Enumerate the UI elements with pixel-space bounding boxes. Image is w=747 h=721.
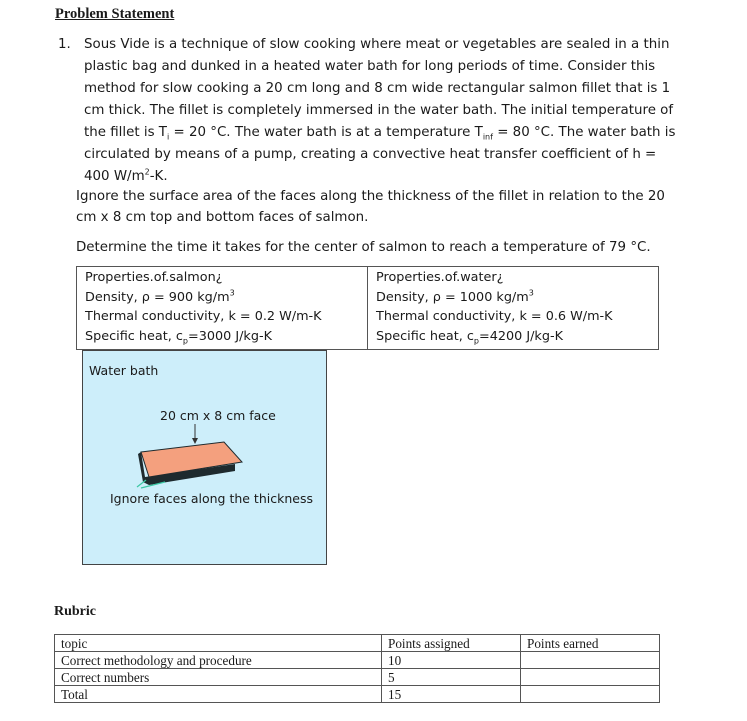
subscript: p [473, 336, 479, 346]
points-assigned-cell: 5 [382, 669, 521, 686]
text: Density, ρ = 1000 kg/m [376, 289, 529, 305]
salmon-properties [77, 267, 367, 349]
text: the fillet is T [84, 125, 167, 140]
table-row [55, 669, 660, 686]
thickness-arrow [137, 480, 146, 487]
water-specific-heat [376, 327, 658, 347]
water-properties [367, 267, 658, 349]
question-text: Determine the time it takes for the center of salmon to reach a temperature of 79 °C. [76, 240, 651, 255]
topic-cell: Total [55, 686, 382, 703]
salmon-specific-heat [85, 327, 367, 347]
header-topic: topic [55, 635, 382, 652]
water-density [376, 288, 658, 308]
salmon-fillet-illustration [83, 351, 326, 564]
text: Density, ρ = 900 kg/m [85, 289, 230, 305]
subscript: i [167, 132, 170, 142]
water-bath-diagram [82, 350, 327, 565]
problem-line [84, 169, 168, 185]
points-assigned-cell: 15 [382, 686, 521, 703]
salmon-title: Properties.of.salmon¿ [85, 270, 223, 285]
problem-line: Sous Vide is a technique of slow cooking where meat or vegetables are sealed in a thin [84, 37, 670, 52]
table-row [55, 686, 660, 703]
header-points-assigned: Points assigned [382, 635, 521, 652]
superscript: 3 [229, 288, 235, 298]
points-earned-cell[interactable] [521, 652, 660, 669]
rubric-header-row [55, 635, 660, 652]
rubric-table [54, 634, 660, 703]
points-earned-cell[interactable] [521, 669, 660, 686]
face-arrow-head [192, 438, 198, 444]
salmon-density [85, 288, 367, 308]
problem-number: 1. [58, 37, 71, 52]
water-bath-label: Water bath [89, 363, 159, 378]
water-title: Properties.of.water¿ [376, 270, 504, 285]
points-assigned-cell: 10 [382, 652, 521, 669]
points-earned-cell[interactable] [521, 686, 660, 703]
subscript: p [182, 336, 188, 346]
text: Specific heat, c [85, 328, 183, 344]
water-conductivity: Thermal conductivity, k = 0.6 W/m-K [376, 309, 613, 324]
superscript: 3 [528, 288, 534, 298]
text: 400 W/m [84, 169, 145, 184]
superscript: 2 [144, 167, 150, 177]
problem-line: circulated by means of a pump, creating a convective heat transfer coefficient of h = [84, 147, 657, 162]
problem-line [84, 125, 676, 141]
rubric-heading: Rubric [54, 604, 96, 619]
ignore-line: Ignore the surface area of the faces along the thickness of the fillet in relation to the 20 [76, 189, 665, 204]
ignore-faces-label: Ignore faces along the thickness [110, 491, 313, 506]
table-row [55, 652, 660, 669]
text: Specific heat, c [376, 328, 474, 344]
problem-line: method for slow cooking a 20 cm long and 8 cm wide rectangular salmon fillet that is 1 [84, 81, 671, 96]
topic-cell: Correct numbers [55, 669, 382, 686]
text: =4200 J/kg-K [478, 328, 563, 344]
problem-line: plastic bag and dunked in a heated water bath for long periods of time. Consider this [84, 59, 656, 74]
text: -K. [149, 169, 168, 184]
text: = 20 °C. The water bath is at a temperature T [169, 125, 483, 140]
topic-cell: Correct methodology and procedure [55, 652, 382, 669]
problem-line: cm thick. The fillet is completely immersed in the water bath. The initial temperature of [84, 103, 674, 118]
text: = 80 °C. The water bath is [492, 125, 676, 140]
header-points-earned: Points earned [521, 635, 660, 652]
text: =3000 J/kg-K [187, 328, 272, 344]
properties-table [76, 266, 659, 350]
problem-statement-heading: Problem Statement [55, 6, 175, 22]
face-label: 20 cm x 8 cm face [160, 408, 276, 423]
salmon-conductivity: Thermal conductivity, k = 0.2 W/m-K [85, 309, 322, 324]
ignore-line: cm x 8 cm top and bottom faces of salmon. [76, 210, 369, 225]
subscript: inf [482, 132, 493, 142]
